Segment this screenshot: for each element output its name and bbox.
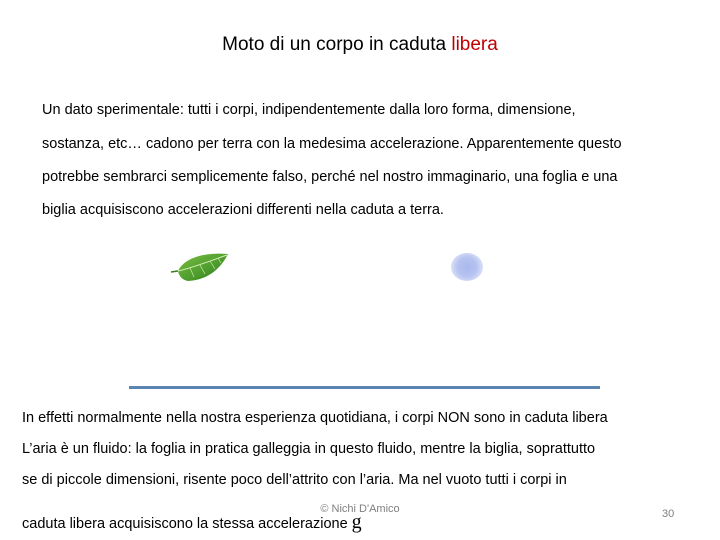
last-line-text: caduta libera acquisiscono la stessa accelerazione	[22, 516, 352, 532]
symbol-g: g	[351, 511, 362, 533]
paragraph2-line2: L’aria è un fluido: la foglia in pratica galleggia in questo fluido, mentre la biglia, soprattutto	[22, 441, 596, 457]
paragraph2-line1: In effetti normalmente nella nostra esperienza quotidiana, i corpi NON sono in caduta libera	[22, 410, 608, 426]
leaf-icon	[170, 250, 232, 286]
paragraph1-line1: Un dato sperimentale: tutti i corpi, indipendentemente dalla loro forma, dimensione,	[42, 102, 576, 118]
title-accent: libera	[451, 34, 498, 55]
paragraph2-line4	[22, 511, 712, 533]
paragraph1-line2: sostanza, etc… cadono per terra con la medesima accelerazione. Apparentemente questo	[42, 136, 622, 152]
slide-title	[0, 34, 720, 56]
page-number: 30	[662, 508, 675, 520]
paragraph1-line3: potrebbe sembrarci semplicemente falso, perché nel nostro immaginario, una foglia e una	[42, 169, 618, 185]
paragraph2-line3: se di piccole dimensioni, risente poco dell’attrito con l’aria. Ma nel vuoto tutti i corpi in	[22, 472, 567, 488]
ground-line	[129, 386, 600, 389]
ball-icon	[451, 253, 483, 281]
title-main: Moto di un corpo in caduta	[222, 34, 452, 55]
footer-copyright: © Nichi D'Amico	[320, 503, 400, 515]
paragraph1-line4: biglia acquisiscono accelerazioni differenti nella caduta a terra.	[42, 202, 444, 218]
